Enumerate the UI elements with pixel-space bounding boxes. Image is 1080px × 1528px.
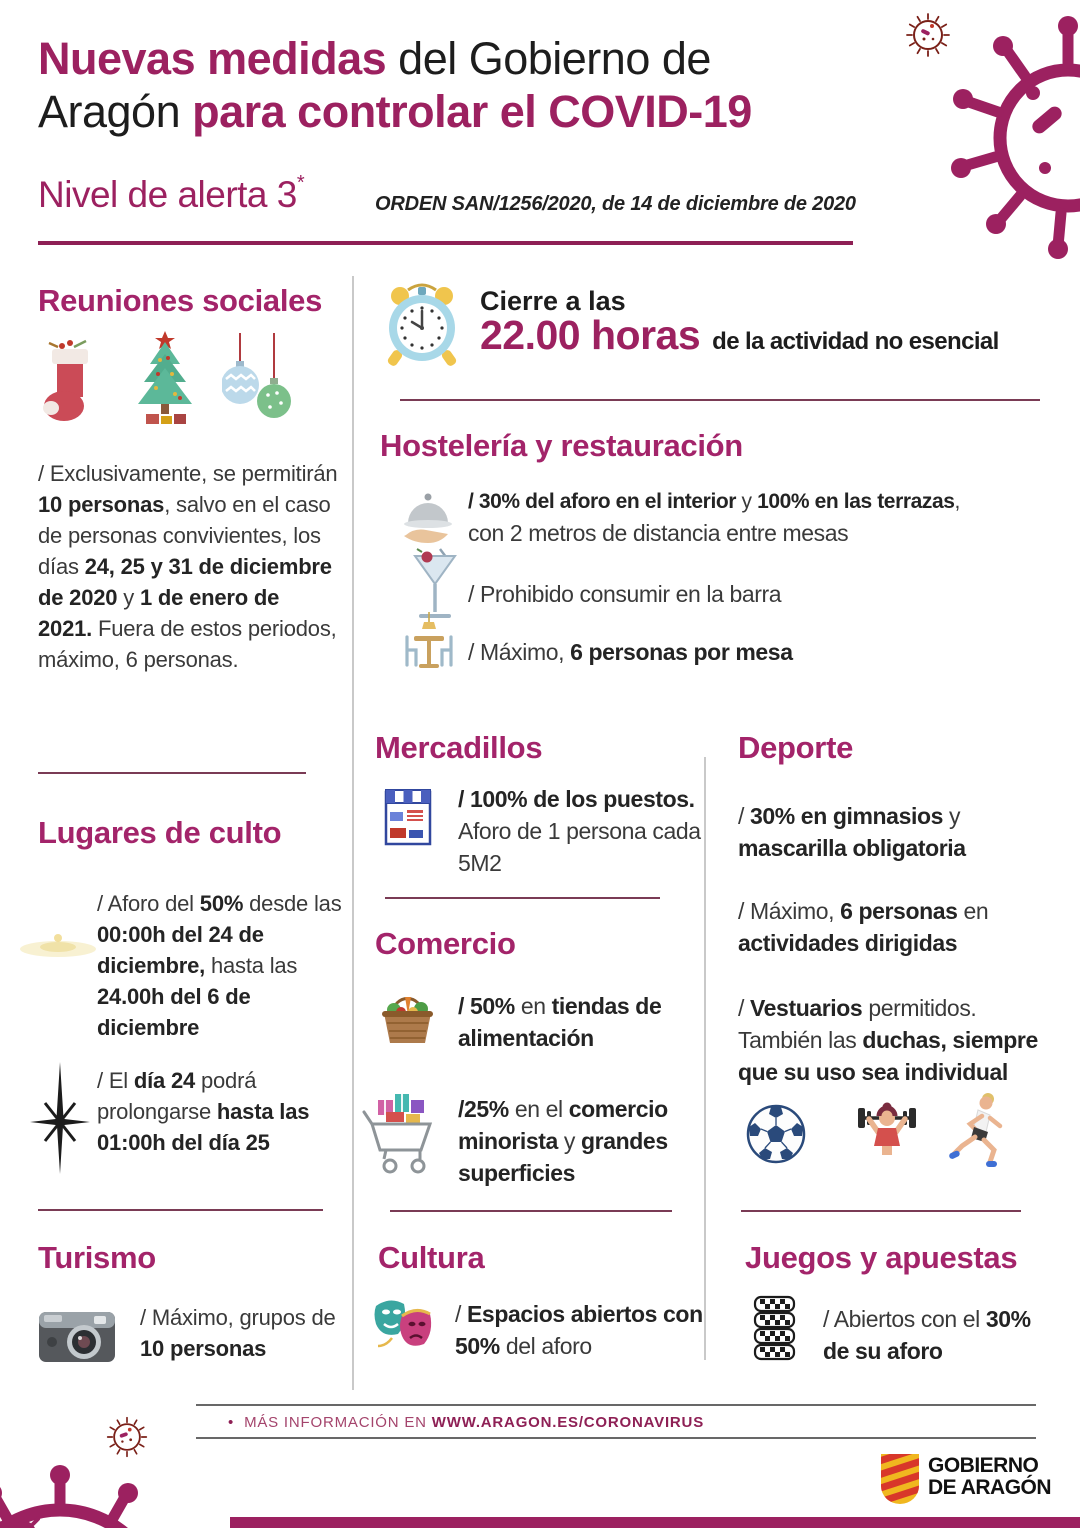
food-basket-icon — [380, 985, 435, 1047]
soccer-ball-icon — [745, 1103, 807, 1165]
page-title-line2: Aragón para controlar el COVID-19 — [38, 86, 752, 137]
shopping-cart-icon — [362, 1090, 442, 1180]
column-divider-right — [704, 757, 706, 1360]
christmas-tree-icon — [128, 330, 203, 430]
comercio-item-1: / 50% en tiendas de alimentación — [458, 993, 662, 1051]
camera-icon — [38, 1300, 116, 1368]
lugares-item-2: / El día 24 podrá prolongarse hasta las 01:00h del día 25 — [97, 1068, 310, 1155]
lugares-item-1: / Aforo del 50% desde las 00:00h del 24 de diciembre, hasta las 24.00h del 6 de diciembre — [97, 891, 342, 1040]
alert-asterisk: * — [296, 172, 305, 194]
section-title-mercadillos: Mercadillos — [375, 730, 543, 765]
footer-info-prefix: MÁS INFORMACIÓN EN — [244, 1414, 432, 1431]
cloche-icon — [402, 487, 454, 543]
christmas-stocking-icon — [42, 336, 97, 426]
closure-time: 22.00 horas — [480, 312, 701, 358]
theater-masks-icon — [372, 1294, 437, 1356]
section-title-comercio: Comercio — [375, 926, 516, 961]
header-divider — [38, 241, 853, 245]
comercio-item-2: /25% en el comercio minorista y grandes superficies — [458, 1096, 668, 1186]
weightlifting-icon — [852, 1098, 922, 1170]
section-title-lugares-culto: Lugares de culto — [38, 815, 282, 850]
section-title-turismo: Turismo — [38, 1240, 156, 1275]
divider — [400, 399, 1040, 401]
section-title-juegos: Juegos y apuestas — [745, 1240, 1018, 1275]
section-title-reuniones: Reuniones sociales — [38, 283, 323, 318]
deporte-item-3: / Vestuarios permitidos. También las duchas, siempre que su uso sea individual — [738, 995, 1038, 1085]
market-stall-icon — [383, 788, 433, 846]
hosteleria-item-2: / Prohibido consumir en la barra — [468, 581, 782, 607]
alarm-clock-icon — [378, 282, 466, 370]
footer-info-url[interactable]: WWW.ARAGON.ES/CORONAVIRUS — [431, 1414, 704, 1431]
section-title-hosteleria: Hostelería y restauración — [380, 428, 743, 463]
closure-intro: Cierre a las — [480, 286, 626, 316]
alert-level: Nivel de alerta 3* — [38, 172, 305, 215]
footer-info — [228, 1414, 704, 1431]
logo-line2: DE ARAGÓN — [928, 1476, 1052, 1499]
section-title-deporte: Deporte — [738, 730, 854, 765]
page-title — [38, 32, 898, 138]
virus-large-icon-bottom — [0, 1425, 232, 1528]
divider — [38, 772, 306, 774]
poker-chips-icon — [752, 1295, 797, 1363]
hosteleria-item-1-line1: / 30% del aforo en el interior y 100% en las terrazas, — [468, 490, 960, 513]
footer-divider-bottom — [196, 1437, 1036, 1439]
virus-large-icon — [930, 0, 1080, 298]
table-chairs-icon — [400, 612, 458, 674]
column-divider-left — [352, 276, 354, 1390]
ornaments-icon — [222, 333, 292, 428]
closure-time-row — [480, 312, 999, 359]
deporte-item-1: / 30% en gimnasios y mascarilla obligatoria — [738, 803, 966, 861]
footer-bullet: • — [228, 1414, 235, 1431]
running-icon — [948, 1092, 1006, 1170]
divider — [741, 1210, 1021, 1212]
bottom-accent-bar — [230, 1517, 1080, 1528]
candle-icon — [18, 925, 98, 965]
closure-detail: de la actividad no esencial — [712, 328, 999, 355]
deporte-item-2: / Máximo, 6 personas en actividades dirigidas — [738, 898, 989, 956]
juegos-item-1: / Abiertos con el 30% de su aforo — [823, 1306, 1031, 1364]
mercadillos-item-1: / 100% de los puestos. Aforo de 1 persona cada 5M2 — [458, 786, 701, 876]
page-title-line1: Nuevas medidas del Gobierno de — [38, 33, 711, 84]
aragon-shield-icon — [878, 1452, 922, 1506]
cultura-item-1: / Espacios abiertos con 50% del aforo — [455, 1301, 703, 1359]
footer-divider-top — [196, 1404, 1036, 1406]
star-icon — [28, 1062, 92, 1174]
section-title-cultura: Cultura — [378, 1240, 485, 1275]
divider — [38, 1209, 323, 1211]
divider — [390, 1210, 672, 1212]
logo-line1: GOBIERNO — [928, 1454, 1039, 1477]
divider — [385, 897, 660, 899]
reuniones-body: / Exclusivamente, se permitirán 10 personas, salvo en el caso de personas convivientes, los días 24, 25 y 31 de diciembre de 2020 y 1 de enero de 2021. Fuera de estos periodos, máximo, 6 personas. — [38, 461, 338, 672]
order-reference: ORDEN SAN/1256/2020, de 14 de diciembre de 2020 — [375, 193, 856, 215]
hosteleria-item-1-line2: con 2 metros de distancia entre mesas — [468, 520, 849, 546]
hosteleria-item-3: / Máximo, 6 personas por mesa — [468, 639, 793, 665]
turismo-item-1: / Máximo, grupos de 10 personas — [140, 1305, 336, 1361]
